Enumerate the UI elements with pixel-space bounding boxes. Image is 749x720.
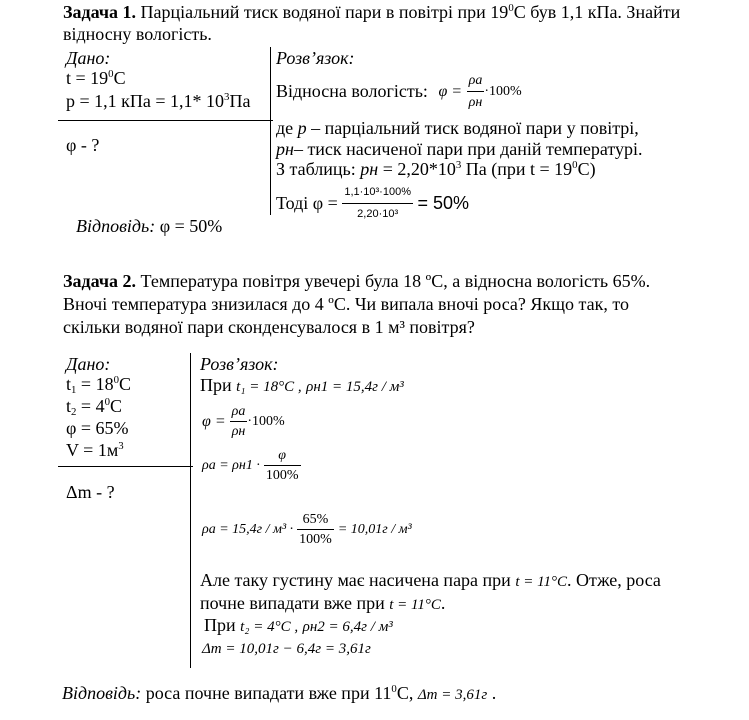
task1-formula-fraction: $\frac{\rho а}{\rho н}$ — [467, 70, 485, 113]
task1-table-line: З таблиць: pн = $2,20*10^3$ Па (при $t = 19^0C$) — [276, 158, 596, 179]
task2-conclusion-line2: почне випадати вже при t = 11°C. — [200, 593, 446, 613]
task2-formula-rho: ρа = ρн1 · $\frac{\varphi}{100\%}$ — [202, 448, 299, 483]
task1-vertical-divider — [270, 47, 271, 215]
task1-given-divider — [58, 120, 273, 121]
task1-solution-label: Розв’язок: — [276, 48, 355, 68]
task1-statement-line2: відносну вологість. — [63, 24, 212, 44]
task1-answer: Відповідь: φ = 50% — [76, 216, 223, 236]
task2-statement-line3: скільки водяної пари сконденсувалося в 1 м³ повітря? — [63, 317, 475, 337]
task2-given-phi: φ = 65% — [66, 418, 129, 438]
task2-vertical-divider — [190, 353, 191, 668]
task1-given-p: p = 1,1 кПа = 1,1* $10^3Па$ — [66, 90, 251, 111]
task2-formula-calc: ρа = 15,4г / м³ · $\frac{65\%}{100\%}$ = 10,01г / м³ — [202, 512, 412, 547]
task1-then-line: Тоді φ = $\frac{\text{1,1·10³·100\%}}{\text{2,20·10³}}$ = 50% — [276, 182, 469, 225]
task2-conclusion-line1: Але таку густину має насичена пара при t = 11°C. Отже, роса — [200, 570, 661, 590]
task1-heading: Задача 1. — [63, 2, 137, 22]
task2-given-divider — [58, 466, 193, 467]
task1-given-t: $t = 19^0C$ — [66, 67, 126, 88]
task2-solution-line1: При t₁ = 18°C , ρн1 = 15,4г / м³ — [200, 375, 404, 395]
task2-heading: Задача 2. — [63, 271, 137, 291]
task1-given-label: Дано: — [66, 48, 111, 68]
task2-solution-line2: При t₂ = 4°C , ρн2 = 6,4г / м³ — [204, 615, 393, 635]
task2-find: Δm - ? — [66, 482, 115, 502]
task1-formula-line: Відносна вологість: φ = $\frac{\rho а}{\rho н}$ ·100% — [276, 70, 522, 113]
task2-answer: Відповідь: роса почне випадати вже при $11^0С$, Δm = 3,61г . — [62, 682, 497, 703]
task2-delta-m: Δm = 10,01г − 6,4г = 3,61г — [202, 641, 371, 657]
task2-given-v: $V = 1м^3$ — [66, 439, 124, 460]
task2-statement-line1: Задача 2. Температура повітря увечері була 18 ºС, а відносна вологість 65%. — [63, 271, 651, 291]
task2-given-t1: $t1 = 18^0C$ — [66, 373, 131, 397]
task1-find: φ - ? — [66, 135, 100, 155]
task2-solution-label: Розв’язок: — [200, 354, 279, 374]
task2-given-t2: $t2 = 4^0C$ — [66, 395, 122, 419]
task2-statement-line2: Вночі температура знизилася до 4 ºС. Чи випала вночі роса? Якщо так, то — [63, 294, 629, 314]
task2-formula-phi: φ = $\frac{\rho а}{\rho н}$ ·100% — [202, 404, 285, 439]
task2-given-label: Дано: — [66, 354, 111, 374]
task1-where-line2: pн– тиск насиченої пари при даній температурі. — [276, 139, 643, 159]
task1-statement-line1: Задача 1. Парціальний тиск водяної пари в повітрі при $19^0С$ був 1,1 кПа. Знайти — [63, 1, 681, 22]
task1-where-line1: де p – парціальний тиск водяної пари у повітрі, — [276, 118, 639, 138]
task1-then-fraction: $\frac{\text{1,1·10³·100\%}}{\text{2,20·10³}}$ — [342, 182, 413, 225]
